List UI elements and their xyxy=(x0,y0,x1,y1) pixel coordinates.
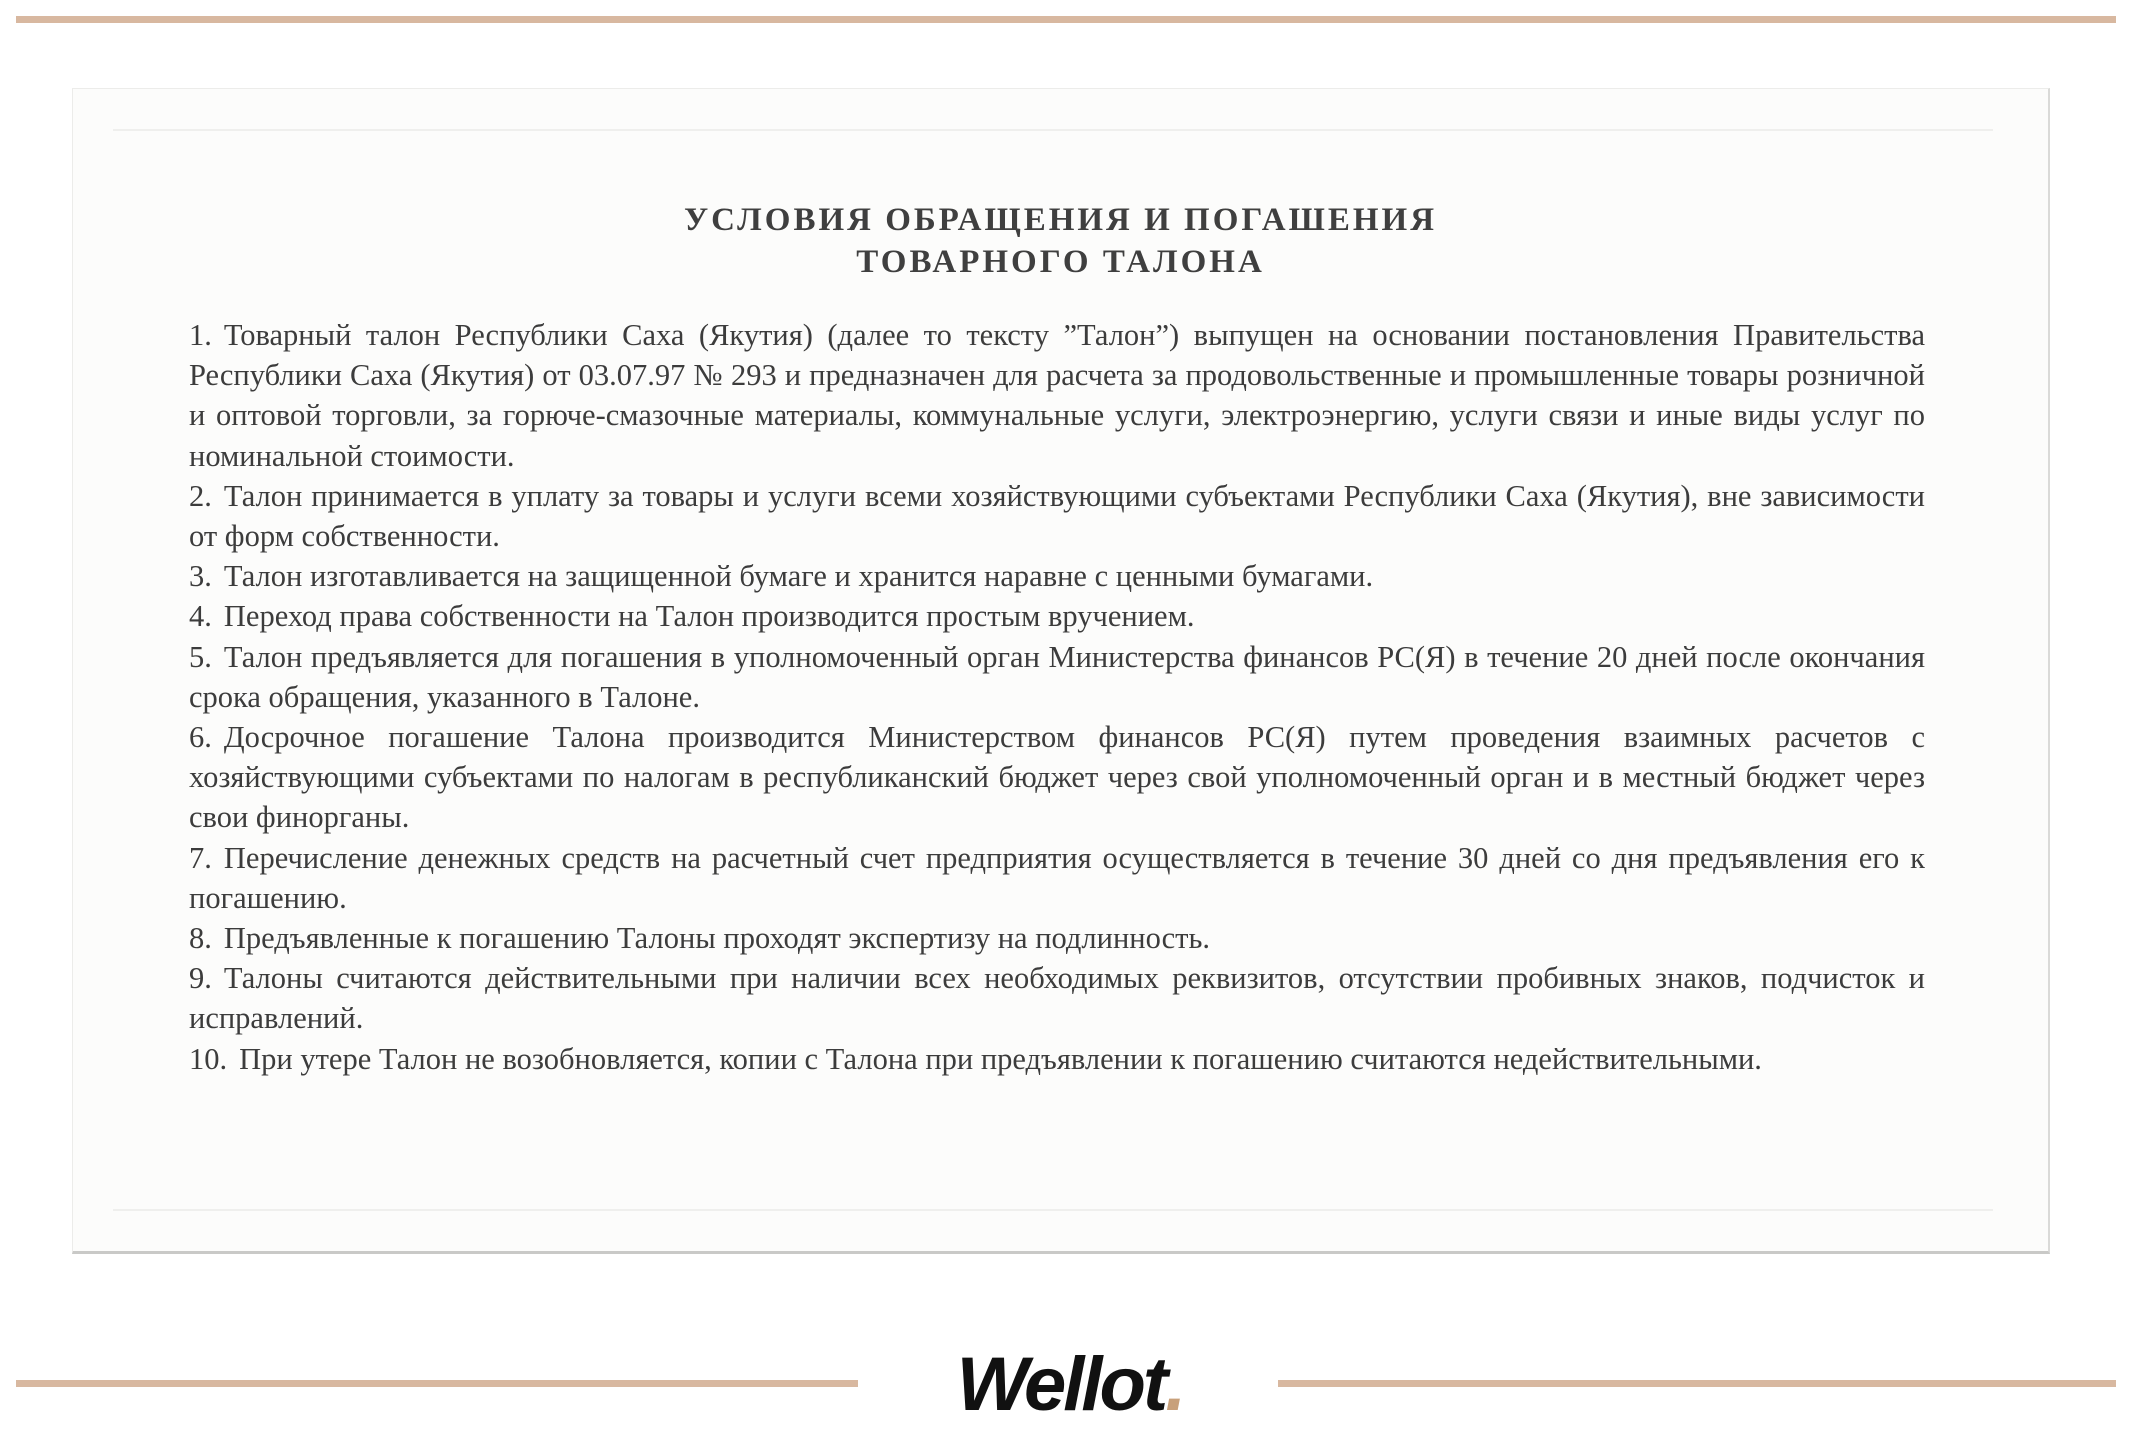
term-number: 8. xyxy=(189,921,212,956)
coupon-back xyxy=(72,88,2050,1254)
term-text: Переход права собственности на Талон производится простым вручением. xyxy=(223,599,1195,634)
title-line-2: ТОВАРНОГО ТАЛОНА xyxy=(856,244,1265,280)
title-line-1: УСЛОВИЯ ОБРАЩЕНИЯ И ПОГАШЕНИЯ xyxy=(683,202,1438,238)
terms-list xyxy=(189,315,1925,1079)
term-number: 9. xyxy=(189,961,212,996)
term-item xyxy=(189,958,1925,1038)
term-number: 7. xyxy=(189,840,212,875)
term-item xyxy=(189,637,1925,717)
term-text: Талоны считаются действительными при наличии всех необходимых реквизитов, отсутствии пробивных знаков, подчисток и исправлений. xyxy=(189,961,1925,1036)
term-number: 5. xyxy=(189,639,212,674)
term-item xyxy=(189,1039,1925,1079)
term-text: Досрочное погашение Талона производится Министерством финансов РС(Я) путем проведения взаимных расчетов с хозяйствующими субъектами по налогам в республиканский бюджет через свой уполномоченный орган и в местный бюджет через свои финорганы. xyxy=(189,720,1925,835)
term-number: 10. xyxy=(189,1041,228,1076)
term-text: Перечисление денежных средств на расчетный счет предприятия осуществляется в течение 30 дней со дня предъявления его к погашению. xyxy=(189,840,1925,915)
term-text: Талон предъявляется для погашения в уполномоченный орган Министерства финансов РС(Я) в течение 20 дней после окончания срока обращения, указанного в Талоне. xyxy=(189,639,1925,714)
term-text: Талон изготавливается на защищенной бумаге и хранится наравне с ценными бумагами. xyxy=(223,559,1374,594)
term-number: 3. xyxy=(189,559,212,594)
term-item xyxy=(189,476,1925,556)
logo-text: Wellot xyxy=(956,1342,1166,1427)
term-item xyxy=(189,717,1925,838)
term-number: 1. xyxy=(189,318,212,352)
term-number: 2. xyxy=(189,478,212,513)
logo-dot: . xyxy=(1165,1342,1184,1427)
brand-logo xyxy=(930,1340,1210,1430)
term-text: Товарный талон Республики Саха (Якутия) (далее то тексту ”Талон”) выпущен на основании постановления Правительства Республики Саха (Якутия) от 03.07.97 № 293 и предназначен для расчета за продовольственные и промышленные товары розничной и оптовой торговли, за горюче-смазочные материалы, коммунальные услуги, электроэнергию, услуги связи и иные виды услуг по номинальной стоимости. xyxy=(189,318,1925,473)
term-item xyxy=(189,838,1925,918)
term-number: 4. xyxy=(189,599,212,634)
page-title xyxy=(73,199,2048,283)
term-text: Предъявленные к погашению Талоны проходят экспертизу на подлинность. xyxy=(223,921,1211,956)
term-number: 6. xyxy=(189,720,212,755)
term-item xyxy=(189,556,1925,596)
term-item xyxy=(189,596,1925,636)
term-text: При утере Талон не возобновляется, копии с Талона при предъявлении к погашению считаются недействительными. xyxy=(239,1041,1762,1076)
bottom-divider-left xyxy=(16,1380,858,1387)
term-item xyxy=(189,315,1925,476)
term-text: Талон принимается в уплату за товары и услуги всеми хозяйствующими субъектами Республики Саха (Якутия), вне зависимости от форм собственности. xyxy=(189,478,1925,554)
bottom-divider-right xyxy=(1278,1380,2116,1387)
show-through-line xyxy=(113,1209,1993,1211)
term-item xyxy=(189,918,1925,958)
top-divider xyxy=(16,16,2116,23)
show-through-line xyxy=(113,129,1993,131)
